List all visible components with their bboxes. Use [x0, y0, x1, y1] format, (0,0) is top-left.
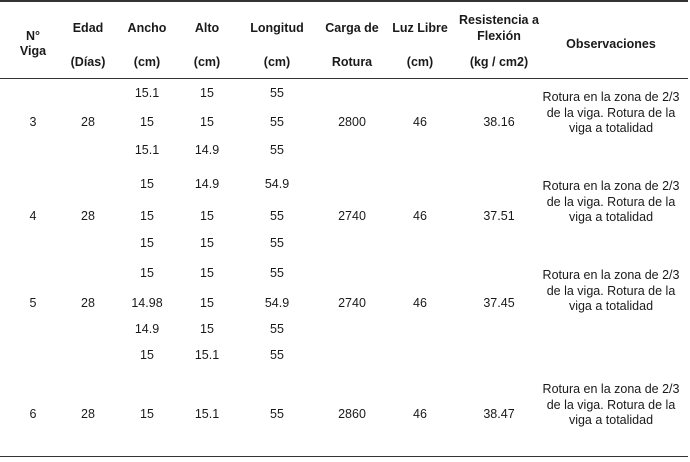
row-5-ancho-4: 15 [140, 348, 154, 362]
row-5-observaciones: Rotura en la zona de 2/3 de la viga. Rotura de la viga a totalidad [542, 268, 680, 313]
row-3-edad: 28 [81, 115, 95, 129]
row-4-longitud-3: 55 [270, 236, 284, 250]
row-4-observaciones: Rotura en la zona de 2/3 de la viga. Rotura de la viga a totalidad [542, 179, 680, 224]
row-3-viga: 3 [29, 115, 37, 129]
row-4-alto-3: 15 [200, 236, 214, 250]
row-4-resistencia: 37.51 [483, 209, 515, 223]
header-luz-line1: Luz Libre [392, 21, 448, 35]
row-3-luz: 46 [413, 115, 427, 129]
header-rule [0, 78, 688, 79]
header-longitud-line2: (cm) [263, 55, 291, 69]
row-5-viga: 5 [29, 296, 37, 310]
row-3-ancho-3: 15.1 [134, 143, 160, 157]
row-5-carga: 2740 [338, 296, 366, 310]
row-4-viga: 4 [29, 209, 37, 223]
row-4-longitud-1: 54.9 [264, 177, 290, 191]
header-luz-line2: (cm) [406, 55, 434, 69]
row-5-resistencia: 37.45 [483, 296, 515, 310]
header-viga-line1: N° [25, 29, 41, 43]
header-observaciones: Observaciones [566, 37, 656, 51]
row-3-alto-3: 14.9 [194, 143, 220, 157]
header-resistencia-line3: (kg / cm2) [469, 55, 529, 69]
row-4-alto-2: 15 [200, 209, 214, 223]
header-ancho-line2: (cm) [133, 55, 161, 69]
row-5-ancho-1: 15 [140, 266, 154, 280]
row-4-luz: 46 [413, 209, 427, 223]
header-alto-line1: Alto [194, 21, 220, 35]
row-4-ancho-1: 15 [140, 177, 154, 191]
row-5-longitud-4: 55 [270, 348, 284, 362]
row-3-alto-2: 15 [200, 115, 214, 129]
row-5-alto-1: 15 [200, 266, 214, 280]
row-4-ancho-3: 15 [140, 236, 154, 250]
row-6-luz: 46 [413, 407, 427, 421]
row-4-carga: 2740 [338, 209, 366, 223]
header-carga-line1: Carga de [325, 21, 379, 35]
row-5-ancho-2: 14.98 [131, 296, 163, 310]
row-4-edad: 28 [81, 209, 95, 223]
header-edad-line2: (Días) [70, 55, 106, 69]
row-3-longitud-1: 55 [270, 86, 284, 100]
row-3-longitud-2: 55 [270, 115, 284, 129]
row-5-alto-3: 15 [200, 322, 214, 336]
header-viga-line2: Viga [19, 44, 47, 58]
bottom-rule [0, 456, 688, 457]
header-longitud-line1: Longitud [250, 21, 304, 35]
row-6-alto-1: 15.1 [194, 407, 220, 421]
row-5-alto-4: 15.1 [194, 348, 220, 362]
row-6-longitud-1: 55 [270, 407, 284, 421]
header-edad-line1: Edad [72, 21, 104, 35]
row-3-observaciones: Rotura en la zona de 2/3 de la viga. Rotura de la viga a totalidad [542, 90, 680, 135]
top-rule [0, 0, 688, 2]
row-6-carga: 2860 [338, 407, 366, 421]
row-3-resistencia: 38.16 [483, 115, 515, 129]
row-3-longitud-3: 55 [270, 143, 284, 157]
row-3-ancho-2: 15 [140, 115, 154, 129]
header-carga-line2: Rotura [331, 55, 373, 69]
row-6-resistencia: 38.47 [483, 407, 515, 421]
row-5-edad: 28 [81, 296, 95, 310]
row-3-alto-1: 15 [200, 86, 214, 100]
row-4-alto-1: 14.9 [194, 177, 220, 191]
header-resistencia-line2: Flexión [477, 29, 521, 43]
row-3-carga: 2800 [338, 115, 366, 129]
row-6-viga: 6 [29, 407, 37, 421]
row-5-longitud-1: 55 [270, 266, 284, 280]
row-6-observaciones: Rotura en la zona de 2/3 de la viga. Rotura de la viga a totalidad [542, 382, 680, 427]
row-5-luz: 46 [413, 296, 427, 310]
row-6-ancho-1: 15 [140, 407, 154, 421]
row-5-longitud-2: 54.9 [264, 296, 290, 310]
header-resistencia-line1: Resistencia a [459, 13, 539, 27]
row-3-ancho-1: 15.1 [134, 86, 160, 100]
row-5-longitud-3: 55 [270, 322, 284, 336]
header-alto-line2: (cm) [193, 55, 221, 69]
row-5-alto-2: 15 [200, 296, 214, 310]
row-5-ancho-3: 14.9 [134, 322, 160, 336]
row-4-ancho-2: 15 [140, 209, 154, 223]
header-ancho-line1: Ancho [127, 21, 167, 35]
row-6-edad: 28 [81, 407, 95, 421]
row-4-longitud-2: 55 [270, 209, 284, 223]
